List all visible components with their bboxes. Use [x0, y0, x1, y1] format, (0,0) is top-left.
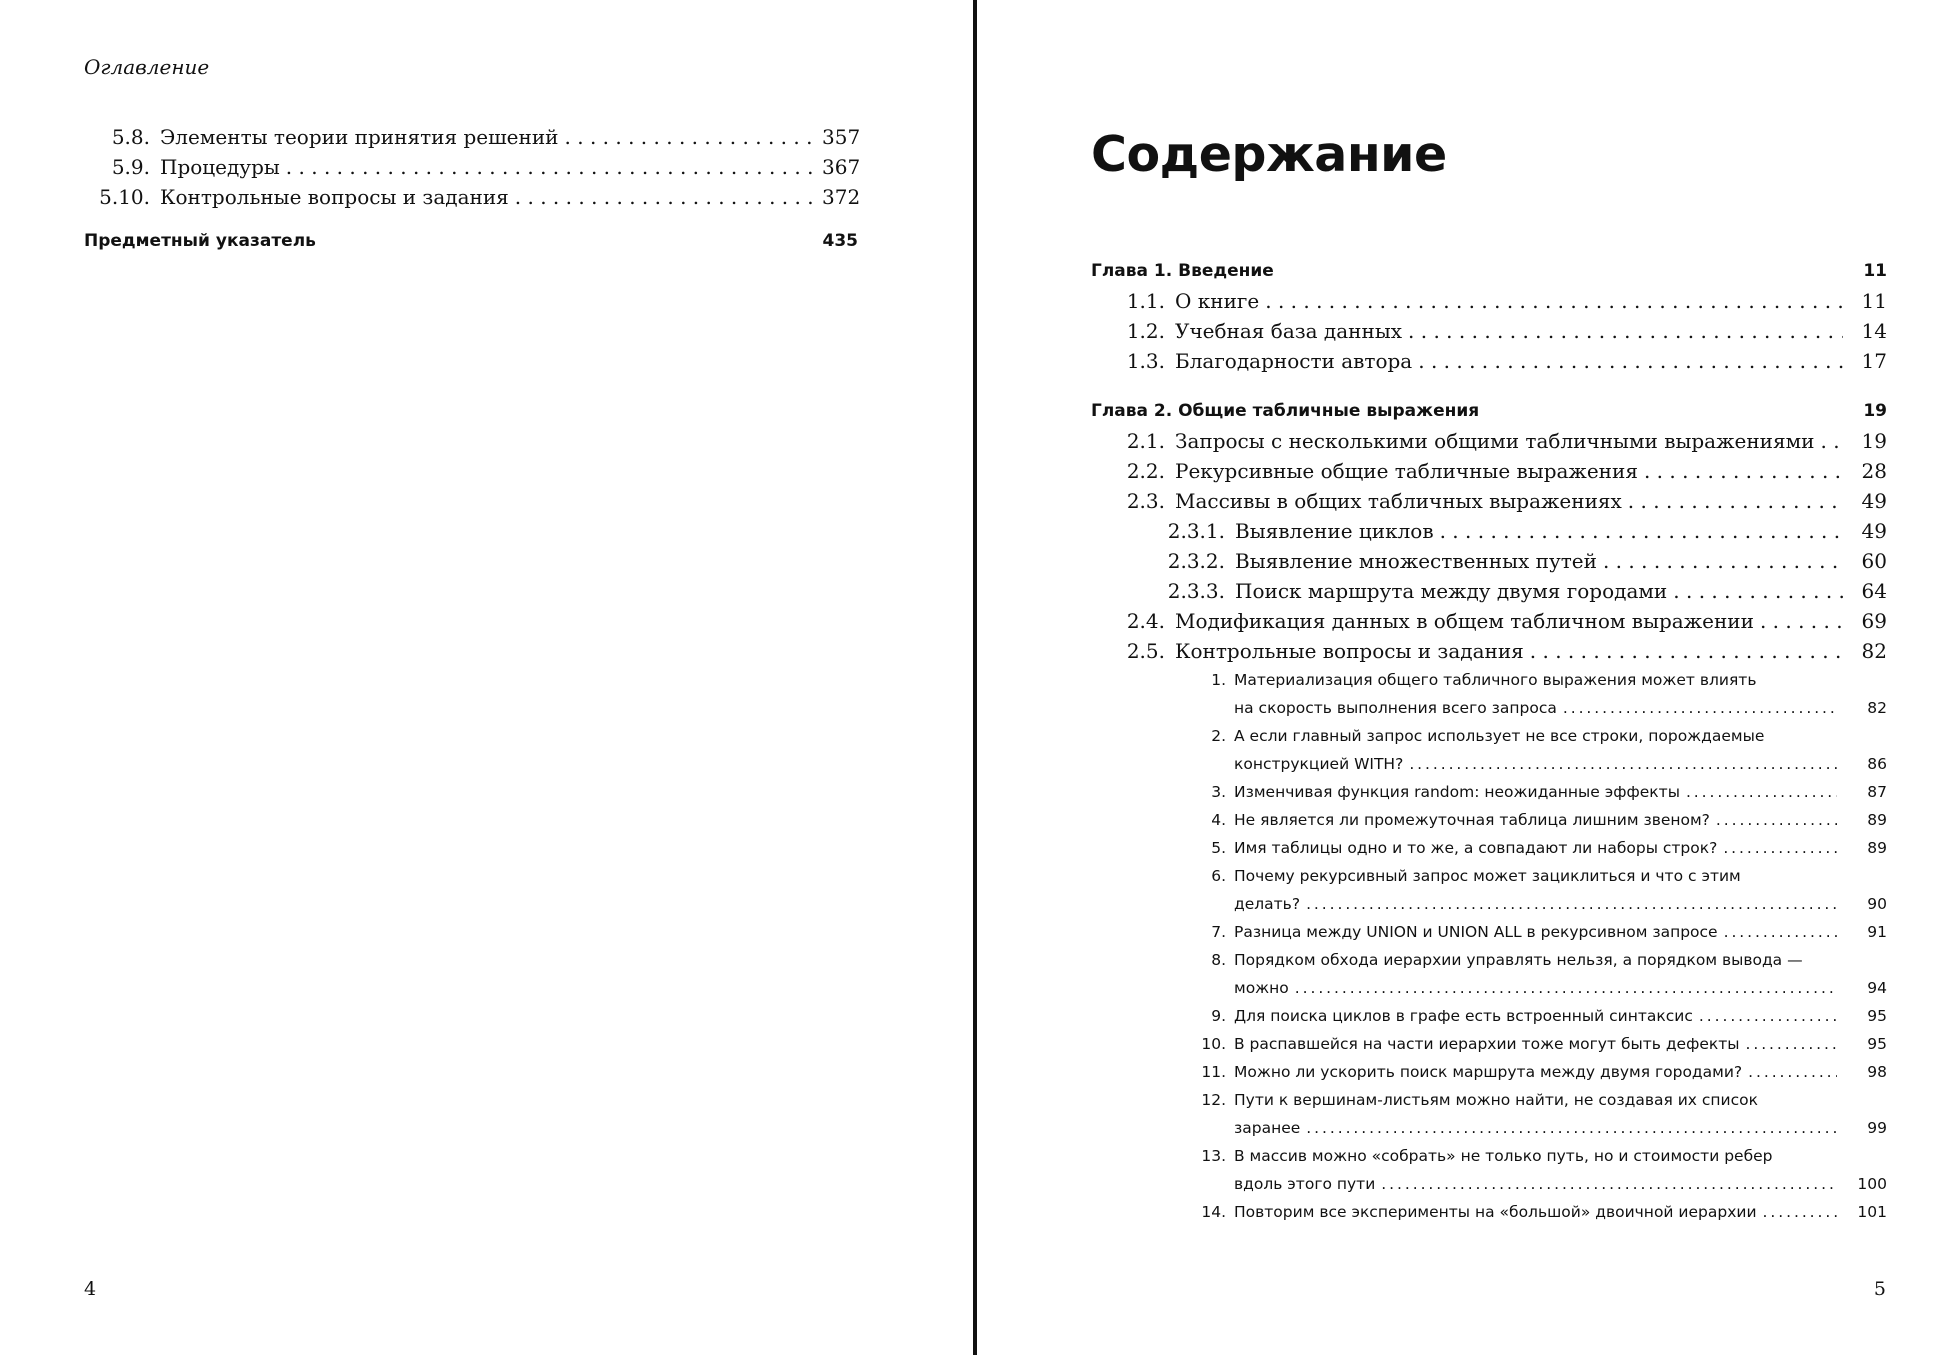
question-title-line2: конструкцией WITH? [1234, 755, 1404, 773]
section-page: 17 [1861, 349, 1887, 373]
leader-dots [1440, 516, 1843, 546]
entry-title: Элементы теории принятия решений [160, 125, 559, 149]
section-page: 28 [1861, 459, 1887, 483]
section-title: Запросы с несколькими общими табличными выражениями [1175, 429, 1815, 453]
question-number: 1. [1211, 671, 1226, 689]
question-entry[interactable] [1091, 666, 1887, 722]
question-list [1091, 666, 1887, 1226]
question-entry[interactable] [1091, 722, 1887, 778]
question-page: 89 [1867, 811, 1887, 829]
toc-section[interactable] [1091, 636, 1887, 666]
question-entry[interactable] [1091, 1002, 1887, 1030]
question-title-line2: на скорость выполнения всего запроса [1234, 699, 1557, 717]
entry-title: Контрольные вопросы и задания [160, 185, 509, 209]
question-title-line1: Имя таблицы одно и то же, а совпадают ли наборы строк? [1234, 839, 1718, 857]
question-page: 91 [1867, 923, 1887, 941]
leader-dots [1306, 1114, 1837, 1142]
leader-dots [1821, 426, 1843, 456]
question-number: 4. [1211, 811, 1226, 829]
leader-dots [1724, 918, 1837, 946]
leader-dots [1409, 750, 1837, 778]
leader-dots [1748, 1058, 1837, 1086]
question-page: 95 [1867, 1035, 1887, 1053]
question-page: 90 [1867, 895, 1887, 913]
section-page: 14 [1861, 319, 1887, 343]
section-page: 49 [1861, 489, 1887, 513]
section-number: 2.2. [1126, 459, 1165, 483]
leader-dots [1723, 834, 1837, 862]
leader-dots [1686, 778, 1837, 806]
toc-subsection[interactable] [1091, 516, 1887, 546]
section-title: Рекурсивные общие табличные выражения [1175, 459, 1638, 483]
section-title: О книге [1175, 289, 1260, 313]
question-title-line1: А если главный запрос использует не все строки, порождаемые [1234, 727, 1765, 745]
question-page: 99 [1867, 1119, 1887, 1137]
leader-dots [1716, 806, 1837, 834]
question-entry[interactable] [1091, 1142, 1887, 1198]
question-number: 3. [1211, 783, 1226, 801]
question-entry[interactable] [1091, 1086, 1887, 1142]
question-number: 5. [1211, 839, 1226, 857]
question-number: 8. [1211, 951, 1226, 969]
chapter-page: 11 [1863, 261, 1887, 281]
question-number: 12. [1201, 1091, 1226, 1109]
question-title-line1: Пути к вершинам-листьям можно найти, не создавая их список [1234, 1091, 1759, 1109]
toc-section[interactable] [1091, 286, 1887, 316]
section-page: 69 [1861, 609, 1887, 633]
subsection-number: 2.3.1. [1167, 519, 1225, 543]
subsection-page: 60 [1861, 549, 1887, 573]
question-title-line2: заранее [1234, 1119, 1301, 1137]
question-page: 95 [1867, 1007, 1887, 1025]
leader-dots [1563, 694, 1837, 722]
section-number: 1.1. [1126, 289, 1165, 313]
question-title-line2: можно [1234, 979, 1289, 997]
question-page: 101 [1857, 1203, 1887, 1221]
subsection-page: 49 [1861, 519, 1887, 543]
question-title-line1: Порядком обхода иерархии управлять нельзя, а порядком вывода — [1234, 951, 1803, 969]
section-number: 2.5. [1126, 639, 1165, 663]
section-title: Учебная база данных [1175, 319, 1403, 343]
section-number: 1.3. [1126, 349, 1165, 373]
section-number: 1.2. [1126, 319, 1165, 343]
question-title-line1: Материализация общего табличного выражения может влиять [1234, 671, 1757, 689]
toc-section[interactable] [1091, 426, 1887, 456]
section-title: Модификация данных в общем табличном выражении [1175, 609, 1754, 633]
chapter-page: 19 [1863, 401, 1887, 421]
entry-page: 357 [822, 125, 861, 149]
question-number: 11. [1201, 1063, 1226, 1081]
question-entry[interactable] [1091, 918, 1887, 946]
question-number: 2. [1211, 727, 1226, 745]
entry-title: Процедуры [160, 155, 280, 179]
toc-section[interactable] [1091, 606, 1887, 636]
leader-dots [1295, 974, 1837, 1002]
question-entry[interactable] [1091, 834, 1887, 862]
subsection-number: 2.3.2. [1167, 549, 1225, 573]
leader-dots [286, 152, 816, 182]
entry-page: 372 [822, 185, 861, 209]
question-page: 100 [1857, 1175, 1887, 1193]
toc-entry[interactable] [84, 182, 861, 212]
leader-dots [1418, 346, 1843, 376]
section-number: 2.3. [1126, 489, 1165, 513]
toc-subsection[interactable] [1091, 546, 1887, 576]
subsection-page: 64 [1861, 579, 1887, 603]
running-head: Оглавление [84, 55, 210, 79]
toc-section[interactable] [1091, 316, 1887, 346]
right-page [977, 0, 1944, 1355]
question-entry[interactable] [1091, 946, 1887, 1002]
entry-page: 367 [822, 155, 861, 179]
question-title-line1: Можно ли ускорить поиск маршрута между двумя городами? [1234, 1063, 1743, 1081]
section-title: Контрольные вопросы и задания [1175, 639, 1524, 663]
toc-section[interactable] [1091, 486, 1887, 516]
question-number: 6. [1211, 867, 1226, 885]
question-page: 89 [1867, 839, 1887, 857]
leader-dots [1673, 576, 1843, 606]
section-page: 11 [1861, 289, 1887, 313]
subsection-title: Поиск маршрута между двумя городами [1235, 579, 1668, 603]
question-entry[interactable] [1091, 1030, 1887, 1058]
question-number: 14. [1201, 1203, 1226, 1221]
question-number: 10. [1201, 1035, 1226, 1053]
leader-dots [565, 122, 816, 152]
question-page: 94 [1867, 979, 1887, 997]
section-number: 2.4. [1126, 609, 1165, 633]
page-number: 4 [84, 1278, 97, 1300]
question-number: 7. [1211, 923, 1226, 941]
question-page: 86 [1867, 755, 1887, 773]
toc-continued [84, 122, 861, 256]
leader-dots [1265, 286, 1843, 316]
leader-dots [1603, 546, 1843, 576]
leader-dots [1760, 606, 1843, 636]
question-page: 87 [1867, 783, 1887, 801]
question-title-line1: Повторим все эксперименты на «большой» двоичной иерархии [1234, 1203, 1757, 1221]
index-page: 435 [822, 231, 858, 251]
question-title-line1: Почему рекурсивный запрос может зациклиться и что с этим [1234, 867, 1741, 885]
chapter-title: Глава 1. Введение [1091, 261, 1274, 281]
leader-dots [1746, 1030, 1838, 1058]
subsection-title: Выявление множественных путей [1235, 549, 1597, 573]
toc-index-entry[interactable] [84, 226, 858, 256]
subsection-title: Выявление циклов [1235, 519, 1434, 543]
leader-dots [515, 182, 816, 212]
leader-dots [1306, 890, 1837, 918]
toc-entry[interactable] [84, 122, 861, 152]
subsection-number: 2.3.3. [1167, 579, 1225, 603]
toc-section[interactable] [1091, 346, 1887, 376]
section-title: Благодарности автора [1175, 349, 1413, 373]
question-title-line1: В распавшейся на части иерархии тоже могут быть дефекты [1234, 1035, 1740, 1053]
leader-dots [1628, 486, 1843, 516]
section-page: 82 [1861, 639, 1887, 663]
question-entry[interactable] [1091, 806, 1887, 834]
leader-dots [1763, 1198, 1837, 1226]
entry-number: 5.10. [99, 185, 150, 209]
question-title-line1: Для поиска циклов в графе есть встроенный синтаксис [1234, 1007, 1693, 1025]
leader-dots [1530, 636, 1843, 666]
question-entry[interactable] [1091, 1198, 1887, 1226]
question-title-line1: Не является ли промежуточная таблица лишним звеном? [1234, 811, 1710, 829]
toc-chapter[interactable] [1091, 256, 1887, 286]
toc-chapter[interactable] [1091, 396, 1887, 426]
entry-number: 5.8. [111, 125, 150, 149]
page-number: 5 [1873, 1278, 1886, 1300]
leader-dots [1644, 456, 1843, 486]
toc-section[interactable] [1091, 456, 1887, 486]
section-number: 2.1. [1126, 429, 1165, 453]
toc-entry[interactable] [84, 152, 861, 182]
toc-subsection[interactable] [1091, 576, 1887, 606]
question-page: 98 [1867, 1063, 1887, 1081]
chapter-title: Глава 2. Общие табличные выражения [1091, 401, 1480, 421]
question-entry[interactable] [1091, 1058, 1887, 1086]
question-title-line2: делать? [1234, 895, 1301, 913]
leader-dots [1408, 316, 1843, 346]
entry-number: 5.9. [111, 155, 150, 179]
question-title-line1: Разница между UNION и UNION ALL в рекурсивном запросе [1234, 923, 1718, 941]
question-number: 13. [1201, 1147, 1226, 1165]
question-title-line1: Изменчивая функция random: неожиданные эффекты [1234, 783, 1680, 801]
section-page: 19 [1861, 429, 1887, 453]
leader-dots [1381, 1170, 1837, 1198]
section-title: Массивы в общих табличных выражениях [1175, 489, 1622, 513]
question-number: 9. [1211, 1007, 1226, 1025]
question-title-line1: В массив можно «собрать» не только путь, но и стоимости ребер [1234, 1147, 1773, 1165]
toc [1091, 256, 1887, 1226]
question-entry[interactable] [1091, 862, 1887, 918]
question-title-line2: вдоль этого пути [1234, 1175, 1376, 1193]
leader-dots [1699, 1002, 1837, 1030]
question-page: 82 [1867, 699, 1887, 717]
question-entry[interactable] [1091, 778, 1887, 806]
index-title: Предметный указатель [84, 231, 316, 251]
toc-title: Содержание [1091, 126, 1447, 183]
